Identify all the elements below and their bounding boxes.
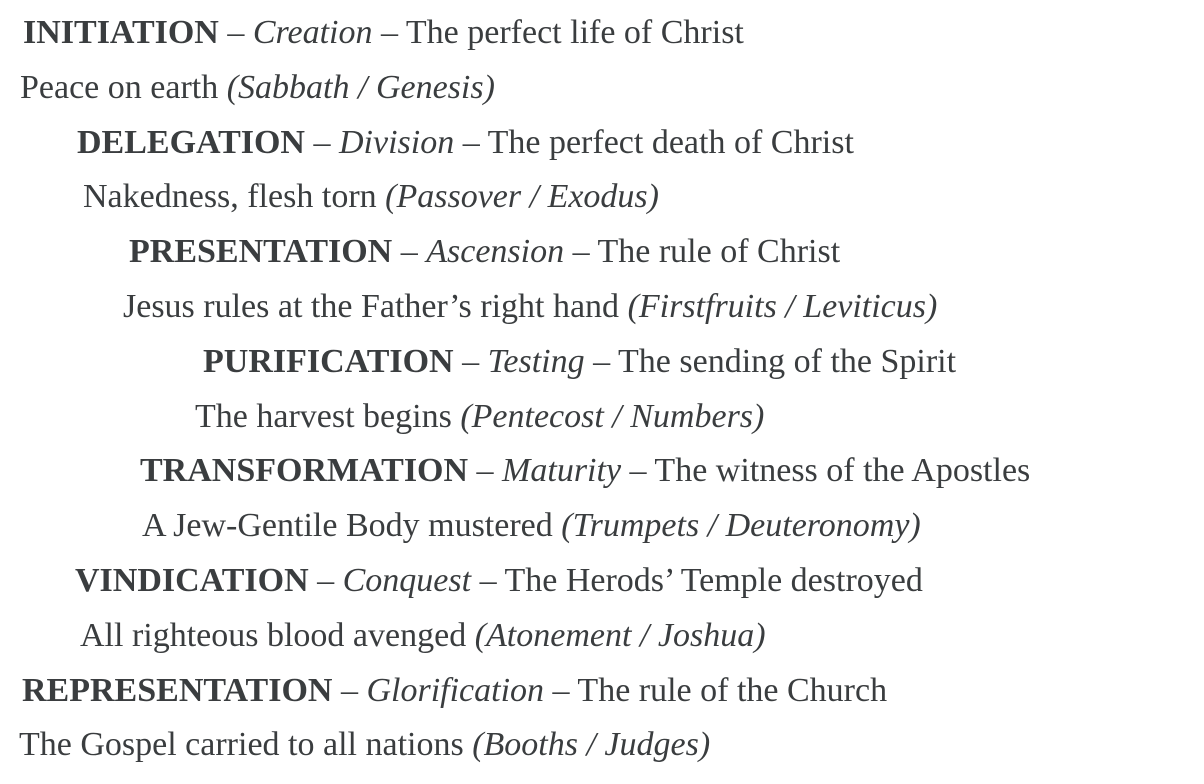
section-subtitle: Peace on earth <box>20 68 219 106</box>
section-subtitle: Jesus rules at the Father’s right hand <box>123 287 620 325</box>
section-subtitle: A Jew-Gentile Body mustered <box>142 507 553 545</box>
section-reference: (Trumpets / Deuteronomy) <box>561 507 921 545</box>
section-title: PURIFICATION <box>203 342 454 380</box>
section-heading-line <box>0 335 1204 390</box>
section-title: REPRESENTATION <box>22 671 333 709</box>
dash-separator: – <box>462 123 480 161</box>
section-title: DELEGATION <box>77 123 305 161</box>
section-description: The perfect death of Christ <box>487 123 854 161</box>
dash-separator: – <box>313 123 331 161</box>
section-title: PRESENTATION <box>129 233 393 271</box>
outline-section-purification <box>0 335 1204 445</box>
dash-separator: – <box>552 671 570 709</box>
section-keyword: Glorification <box>366 671 545 709</box>
outline-section-transformation <box>0 444 1204 554</box>
section-description: The Herods’ Temple destroyed <box>504 561 923 599</box>
outline-section-initiation <box>0 6 1204 116</box>
section-keyword: Creation <box>252 14 373 51</box>
section-description: The rule of the Church <box>577 671 888 709</box>
section-reference: (Booths / Judges) <box>472 726 711 764</box>
section-description: The rule of Christ <box>597 233 841 271</box>
chiastic-outline <box>0 6 1204 773</box>
dash-separator: – <box>476 452 494 490</box>
section-subtitle-line <box>0 170 1204 225</box>
section-subtitle: The harvest begins <box>195 397 452 435</box>
section-title: VINDICATION <box>75 561 309 599</box>
dash-separator: – <box>317 561 335 599</box>
dash-separator: – <box>479 561 497 599</box>
section-subtitle-line <box>0 280 1204 335</box>
dash-separator: – <box>340 671 358 709</box>
outline-section-delegation <box>0 116 1204 226</box>
section-keyword: Testing <box>487 342 585 380</box>
dash-separator: – <box>227 14 245 51</box>
section-keyword: Division <box>338 123 455 161</box>
section-reference: (Atonement / Joshua) <box>474 616 766 654</box>
section-subtitle-line <box>0 609 1204 664</box>
section-description: The perfect life of Christ <box>405 14 744 51</box>
section-subtitle-line <box>0 390 1204 445</box>
outline-section-representation <box>0 664 1204 774</box>
section-reference: (Pentecost / Numbers) <box>460 397 765 435</box>
dash-separator: – <box>462 342 480 380</box>
section-heading-line <box>0 6 1204 61</box>
section-reference: (Firstfruits / Leviticus) <box>627 287 938 325</box>
section-reference: (Sabbath / Genesis) <box>226 68 495 106</box>
dash-separator: – <box>381 14 399 51</box>
section-keyword: Maturity <box>502 452 622 490</box>
section-description: The sending of the Spirit <box>618 342 957 380</box>
section-subtitle: All righteous blood avenged <box>80 616 467 654</box>
section-title: INITIATION <box>23 14 219 51</box>
dash-separator: – <box>572 233 590 271</box>
dash-separator: – <box>593 342 611 380</box>
outline-section-presentation <box>0 225 1204 335</box>
section-reference: (Passover / Exodus) <box>385 178 659 216</box>
section-heading-line <box>0 444 1204 499</box>
section-heading-line <box>0 554 1204 609</box>
section-heading-line <box>0 116 1204 171</box>
section-keyword: Ascension <box>426 233 565 271</box>
section-subtitle-line <box>0 61 1204 116</box>
section-subtitle-line <box>0 499 1204 554</box>
dash-separator: – <box>400 233 418 271</box>
section-subtitle: The Gospel carried to all nations <box>19 726 464 764</box>
dash-separator: – <box>629 452 647 490</box>
section-subtitle: Nakedness, flesh torn <box>83 178 377 216</box>
section-heading-line <box>0 225 1204 280</box>
section-description: The witness of the Apostles <box>654 452 1031 490</box>
section-title: TRANSFORMATION <box>140 452 469 490</box>
section-keyword: Conquest <box>342 561 472 599</box>
outline-section-vindication <box>0 554 1204 664</box>
section-heading-line <box>0 664 1204 719</box>
section-subtitle-line <box>0 718 1204 773</box>
